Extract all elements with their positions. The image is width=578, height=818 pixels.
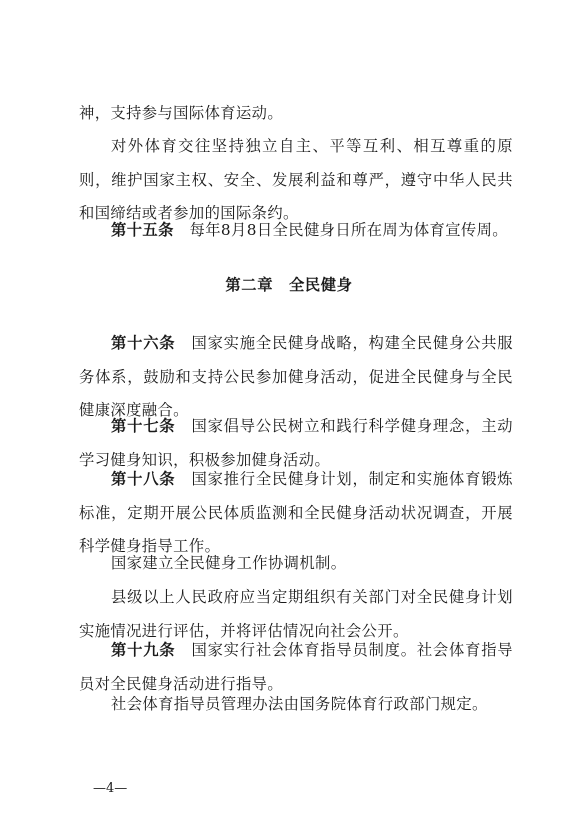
paragraph-continuation	[79, 97, 513, 131]
paragraph-text: 县级以上人民政府应当定期组织有关部门对全民健身计划实施情况进行评估，并将评估情况向社会公开。	[79, 588, 513, 640]
article-text: 国家推行全民健身计划，制定和实施体育锻炼标准，定期开展公民体质监测和全民健身活动状况调查，开展科学健身指导工作。	[79, 470, 513, 556]
paragraph-text: 社会体育指导员管理办法由国务院体育行政部门规定。	[111, 695, 488, 713]
paragraph-text: 对外体育交往坚持独立自主、平等互利、相互尊重的原则，维护国家主权、安全、发展利益和尊严，遵守中华人民共和国缔结或者参加的国际条约。	[79, 137, 513, 223]
article-label: 第十八条	[111, 470, 176, 488]
article-text: 国家倡导公民树立和践行科学健身理念，主动学习健身知识，积极参加健身活动。	[79, 417, 513, 469]
article-label: 第十五条	[111, 221, 174, 239]
paragraph-instructor-rules	[79, 688, 513, 722]
article-label: 第十六条	[111, 334, 176, 352]
article-15	[79, 214, 513, 248]
article-label: 第十七条	[111, 417, 176, 435]
article-text: 国家实行社会体育指导员制度。社会体育指导员对全民健身活动进行指导。	[79, 641, 513, 693]
article-text: 每年8月8日全民健身日所在周为体育宣传周。	[173, 221, 509, 239]
chapter-title: 第二章 全民健身	[225, 276, 353, 294]
article-label: 第十九条	[111, 641, 176, 659]
article-text: 国家实施全民健身战略，构建全民健身公共服务体系，鼓励和支持公民参加健身活动，促进全民健身与全民健康深度融合。	[79, 334, 513, 420]
page-number: —4—	[93, 781, 128, 796]
paragraph-text: 国家建立全民健身工作协调机制。	[111, 554, 347, 572]
paragraph-text: 神，支持参与国际体育运动。	[79, 104, 284, 122]
paragraph-coordination	[79, 547, 513, 581]
